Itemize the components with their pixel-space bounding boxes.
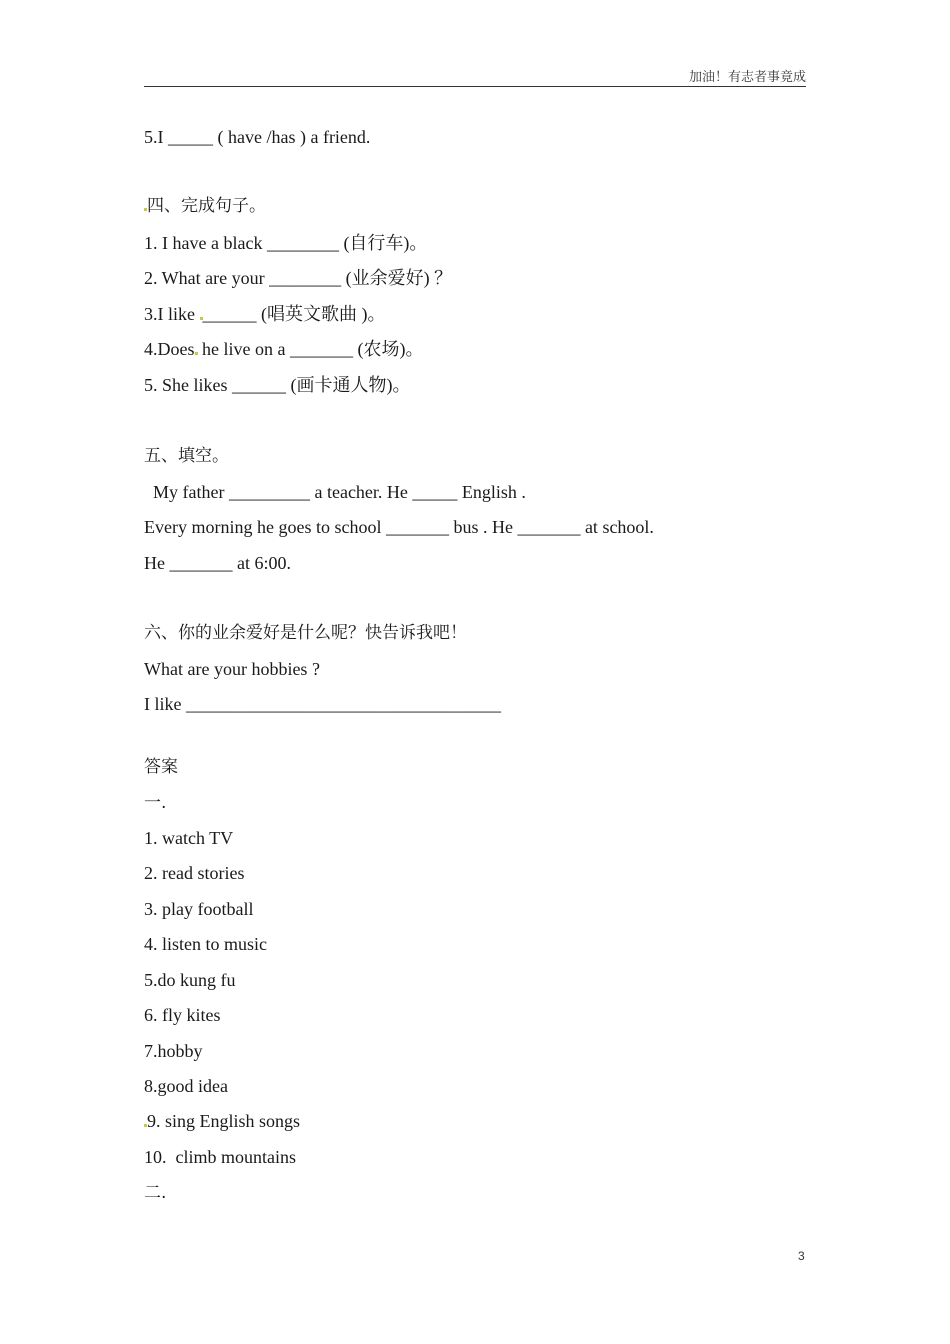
answer-item-6: 6. fly kites	[144, 1005, 221, 1025]
section4-question-3	[144, 303, 386, 325]
answer-item-9-text: 9. sing English songs	[147, 1111, 301, 1131]
answer-item-3: 3. play football	[144, 899, 254, 919]
answers-part1-title: 一.	[144, 793, 167, 813]
answer-item-8: 8.good idea	[144, 1076, 228, 1096]
answers-part2-title: 二.	[144, 1183, 167, 1203]
answer-item-10: 10. climb mountains	[144, 1147, 296, 1167]
answer-item-9	[144, 1110, 300, 1132]
section4-question-1: 1. I have a black ________ (自行车)。	[144, 233, 428, 253]
section3-question-5: 5.I _____ ( have /has ) a friend.	[144, 127, 371, 147]
answers-title: 答案	[144, 757, 178, 777]
section4-title	[144, 195, 266, 217]
page-number: 3	[798, 1249, 805, 1263]
section5-title: 五、填空。	[144, 446, 229, 466]
section4-question-4-start: 4.Does	[144, 339, 195, 359]
section4-question-2: 2. What are your ________ (业余爱好) ？	[144, 268, 453, 288]
answer-item-5: 5.do kung fu	[144, 970, 236, 990]
answer-item-2: 2. read stories	[144, 863, 245, 883]
section4-question-5: 5. She likes ______ (画卡通人物)。	[144, 375, 411, 395]
section5-line-2: Every morning he goes to school _______ bus . He _______ at school.	[144, 517, 654, 537]
section6-question: What are your hobbies ?	[144, 659, 320, 679]
section4-question-3-start: 3.I like	[144, 304, 200, 324]
section5-line-1: My father _________ a teacher. He _____ English .	[144, 482, 526, 502]
section4-question-4-end: he live on a _______ (农场)。	[197, 339, 424, 359]
section4-title-text: 四、完成句子。	[147, 196, 266, 216]
answer-item-7: 7.hobby	[144, 1041, 203, 1061]
answer-item-4: 4. listen to music	[144, 934, 267, 954]
page-header	[144, 66, 806, 87]
section6-answer-line: I like ___________________________________	[144, 694, 501, 714]
header-motto: 加油！有志者事竟成	[688, 70, 806, 85]
section5-line-3: He _______ at 6:00.	[144, 553, 291, 573]
section4-question-3-end: ______ (唱英文歌曲 )。	[202, 304, 386, 324]
section6-title: 六、你的业余爱好是什么呢？快告诉我吧！	[144, 623, 467, 643]
section4-question-4	[144, 338, 423, 360]
answer-item-1: 1. watch TV	[144, 828, 234, 848]
